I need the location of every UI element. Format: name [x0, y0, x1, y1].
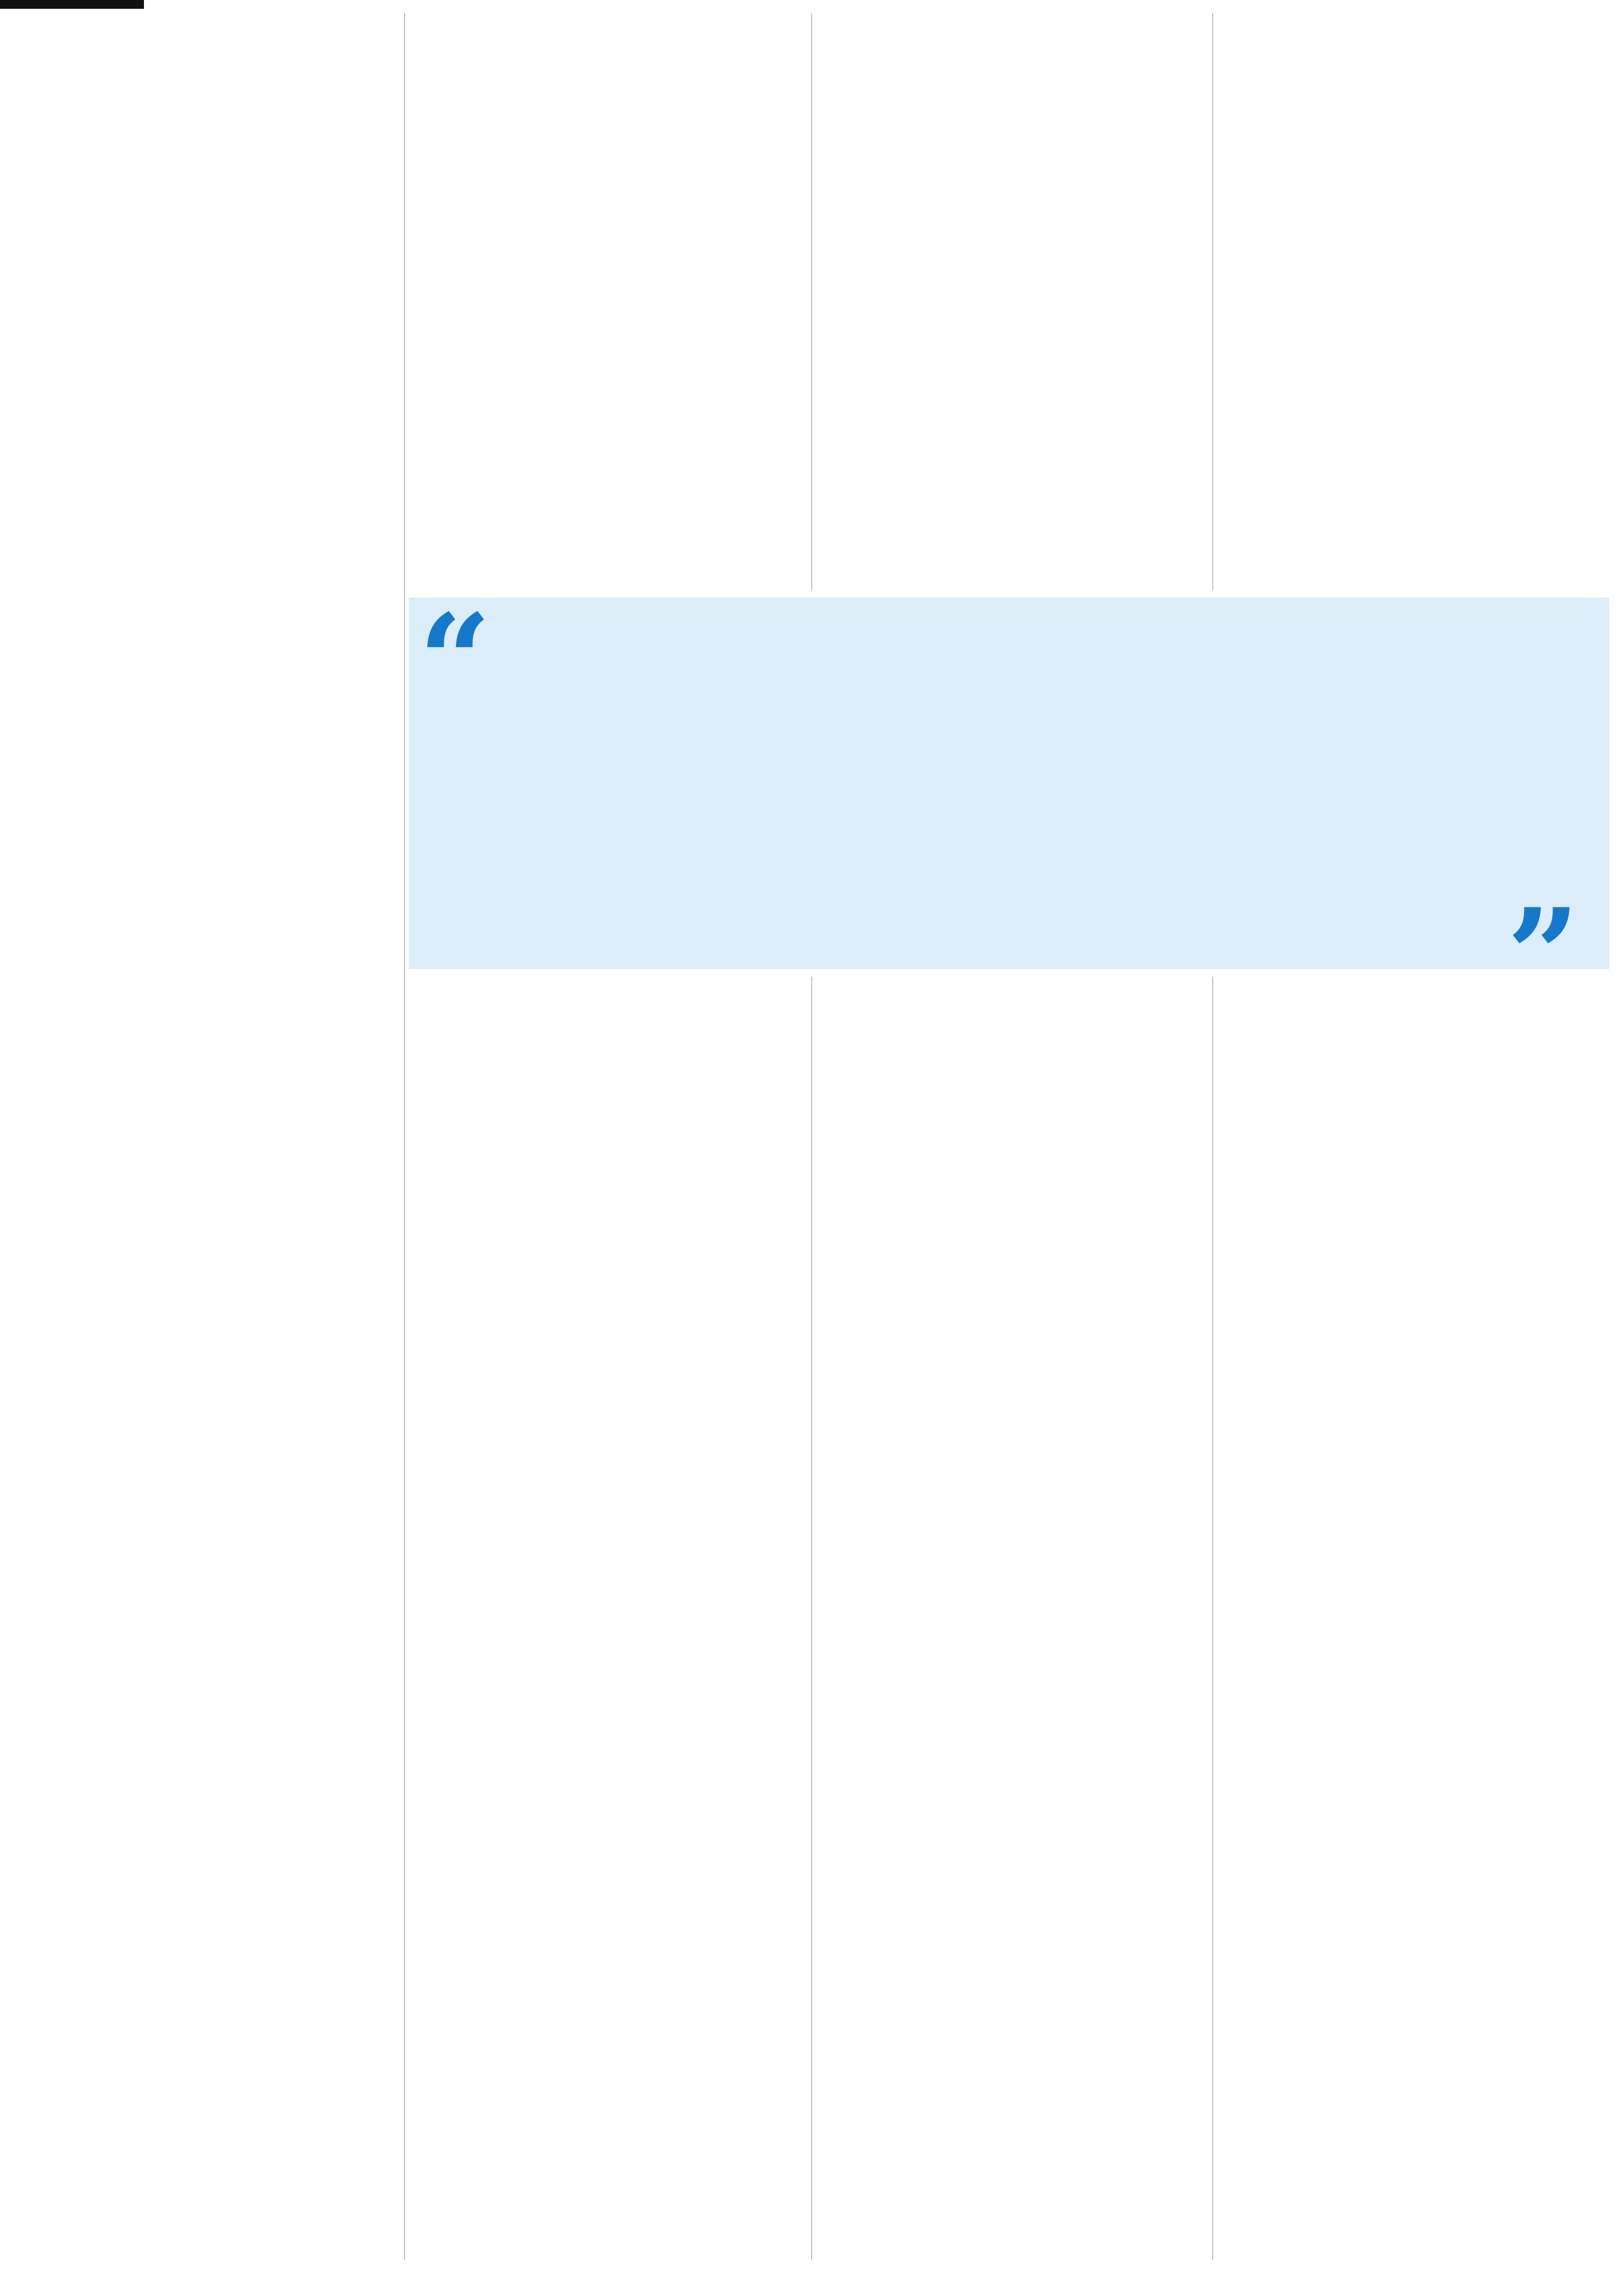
article-column-1 [10, 13, 398, 2260]
column-rule [404, 13, 405, 2260]
open-quote-icon: “ [419, 587, 492, 735]
article-column-3-lower [821, 977, 1209, 2260]
article-column-2-lower [414, 977, 802, 2260]
article-column-4-upper [1222, 13, 1610, 590]
close-quote-icon: ” [1506, 881, 1579, 1029]
article-column-2-upper [414, 13, 802, 590]
top-rule [0, 0, 144, 9]
article-column-4-lower [1222, 977, 1610, 2260]
article-column-3-upper [821, 13, 1209, 590]
column-rule [811, 13, 812, 590]
column-rule [811, 977, 812, 2260]
pull-quote-box [409, 587, 1609, 1029]
